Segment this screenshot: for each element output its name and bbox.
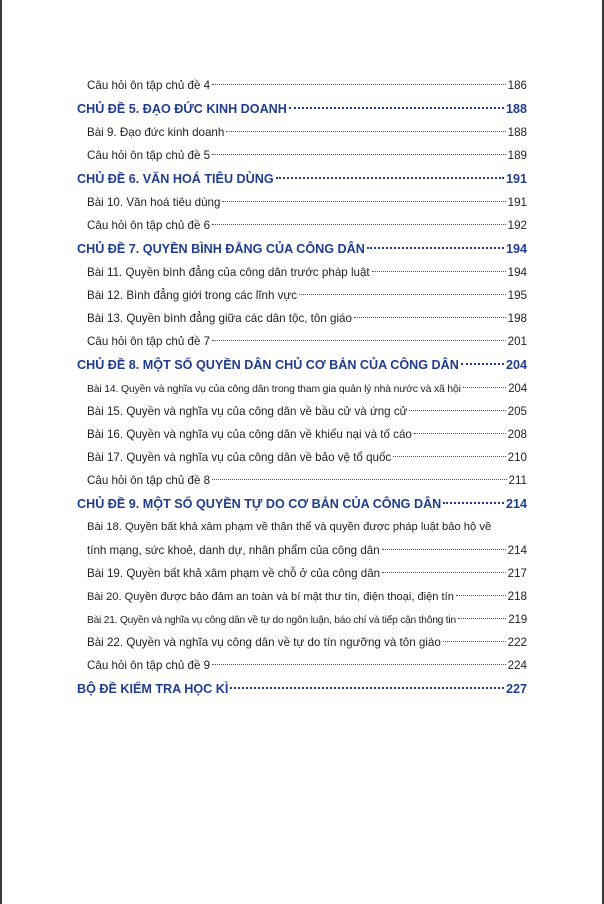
dot-leader — [443, 641, 506, 642]
dot-leader — [212, 340, 506, 341]
page-number: 204 — [508, 382, 527, 395]
toc-entry-lesson-15[interactable]: Bài 15. Quyền và nghĩa vụ của công dân về bầu cử và ứng cử 205 — [77, 400, 527, 423]
toc-entry-lesson-14[interactable]: Bài 14. Quyền và nghĩa vụ của công dân trong tham gia quản lý nhà nước và xã hội 204 — [77, 377, 527, 400]
dot-leader — [382, 549, 506, 550]
dot-leader — [212, 84, 506, 85]
toc-entry-review-topic-7[interactable]: Câu hỏi ôn tập chủ đề 7 201 — [77, 330, 527, 353]
page-number: 194 — [507, 266, 527, 279]
toc-entry-lesson-19[interactable]: Bài 19. Quyền bất khả xâm phạm về chỗ ở của công dân 217 — [77, 562, 527, 585]
dot-leader — [456, 595, 506, 596]
dot-leader — [393, 456, 505, 457]
toc-entry-lesson-21[interactable]: Bài 21. Quyền và nghĩa vụ công dân về tự do ngôn luận, báo chí và tiếp cận thông tin 219 — [77, 608, 527, 631]
page-number: 198 — [507, 312, 527, 325]
toc-semester-tests[interactable]: BỘ ĐỀ KIỂM TRA HỌC KÌ 227 — [77, 677, 527, 701]
dot-leader — [409, 410, 505, 411]
page-number: 189 — [507, 149, 527, 162]
page-number: 195 — [507, 289, 527, 302]
page-number: 211 — [508, 474, 527, 487]
dot-leader — [458, 618, 506, 619]
toc-entry-lesson-16[interactable]: Bài 16. Quyền và nghĩa vụ của công dân về khiếu nại và tố cáo 208 — [77, 423, 527, 446]
page-number: 210 — [507, 451, 527, 464]
toc-entry-review-topic-5[interactable]: Câu hỏi ôn tập chủ đề 5 189 — [77, 144, 527, 167]
page-number: 214 — [505, 497, 527, 511]
dot-leader — [461, 363, 504, 365]
page-number: 214 — [507, 544, 527, 557]
page-number: 227 — [505, 682, 527, 696]
page-edge-left — [0, 0, 2, 904]
dot-leader — [372, 271, 506, 272]
toc-chapter-5[interactable]: CHỦ ĐỀ 5. ĐẠO ĐỨC KINH DOANH 188 — [77, 97, 527, 121]
toc-entry-lesson-12[interactable]: Bài 12. Bình đẳng giới trong các lĩnh vực 195 — [77, 284, 527, 307]
toc-entry-review-topic-6[interactable]: Câu hỏi ôn tập chủ đề 6 192 — [77, 214, 527, 237]
page-number: 208 — [507, 428, 527, 441]
page-number: 191 — [505, 172, 527, 186]
page-number: 217 — [507, 567, 527, 580]
page-number: 192 — [507, 219, 527, 232]
dot-leader — [354, 317, 506, 318]
dot-leader — [299, 294, 506, 295]
page-number: 205 — [507, 405, 527, 418]
toc-entry-lesson-22[interactable]: Bài 22. Quyền và nghĩa vụ công dân về tự do tín ngưỡng và tôn giáo 222 — [77, 631, 527, 654]
toc-chapter-8[interactable]: CHỦ ĐỀ 8. MỘT SỐ QUYỀN DÂN CHỦ CƠ BẢN CỦA CÔNG DÂN 204 — [77, 353, 527, 377]
dot-leader — [414, 433, 506, 434]
dot-leader — [289, 107, 504, 109]
dot-leader — [212, 664, 506, 665]
page-number: 224 — [507, 659, 527, 672]
entry-line-1: Bài 18. Quyền bất khả xâm phạm về thân thể và quyền được pháp luật bảo hộ về — [87, 521, 492, 533]
toc-entry-lesson-17[interactable]: Bài 17. Quyền và nghĩa vụ của công dân về bảo vệ tổ quốc 210 — [77, 446, 527, 469]
page-number: 222 — [507, 636, 527, 649]
dot-leader — [212, 224, 506, 225]
table-of-contents — [77, 74, 527, 701]
toc-entry-lesson-10[interactable]: Bài 10. Văn hoá tiêu dùng 191 — [77, 191, 527, 214]
toc-entry-lesson-13[interactable]: Bài 13. Quyền bình đẳng giữa các dân tộc, tôn giáo 198 — [77, 307, 527, 330]
page-number: 219 — [508, 613, 527, 626]
dot-leader — [367, 247, 504, 249]
page-number: 204 — [505, 358, 527, 372]
toc-entry-lesson-11[interactable]: Bài 11. Quyền bình đẳng của công dân trước pháp luật 194 — [77, 261, 527, 284]
dot-leader — [463, 387, 506, 388]
page-number: 188 — [507, 126, 527, 139]
toc-entry-lesson-18[interactable] — [77, 516, 527, 562]
dot-leader — [230, 687, 504, 689]
toc-chapter-6[interactable]: CHỦ ĐỀ 6. VĂN HOÁ TIÊU DÙNG 191 — [77, 167, 527, 191]
entry-line-2: tính mạng, sức khoẻ, danh dự, nhân phẩm của công dân 214 — [87, 539, 527, 562]
dot-leader — [212, 479, 506, 480]
page-number: 188 — [505, 102, 527, 116]
dot-leader — [276, 177, 504, 179]
toc-entry-lesson-9[interactable]: Bài 9. Đạo đức kinh doanh 188 — [77, 121, 527, 144]
dot-leader — [222, 201, 505, 202]
toc-entry-review-topic-4[interactable]: Câu hỏi ôn tập chủ đề 4 186 — [77, 74, 527, 97]
dot-leader — [226, 131, 505, 132]
page-number: 191 — [507, 196, 527, 209]
toc-entry-lesson-20[interactable]: Bài 20. Quyền được bảo đảm an toàn và bí mật thư tín, điện thoại, điện tín 218 — [77, 585, 527, 608]
toc-chapter-7[interactable]: CHỦ ĐỀ 7. QUYỀN BÌNH ĐẲNG CỦA CÔNG DÂN 194 — [77, 237, 527, 261]
toc-entry-review-topic-8[interactable]: Câu hỏi ôn tập chủ đề 8 211 — [77, 469, 527, 492]
toc-chapter-9[interactable]: CHỦ ĐỀ 9. MỘT SỐ QUYỀN TỰ DO CƠ BẢN CỦA CÔNG DÂN 214 — [77, 492, 527, 516]
dot-leader — [443, 502, 504, 504]
dot-leader — [212, 154, 506, 155]
page-number: 194 — [505, 242, 527, 256]
page-number: 218 — [507, 590, 527, 603]
dot-leader — [382, 572, 506, 573]
page-number: 186 — [507, 79, 527, 92]
toc-entry-review-topic-9[interactable]: Câu hỏi ôn tập chủ đề 9 224 — [77, 654, 527, 677]
page-number: 201 — [507, 335, 527, 348]
